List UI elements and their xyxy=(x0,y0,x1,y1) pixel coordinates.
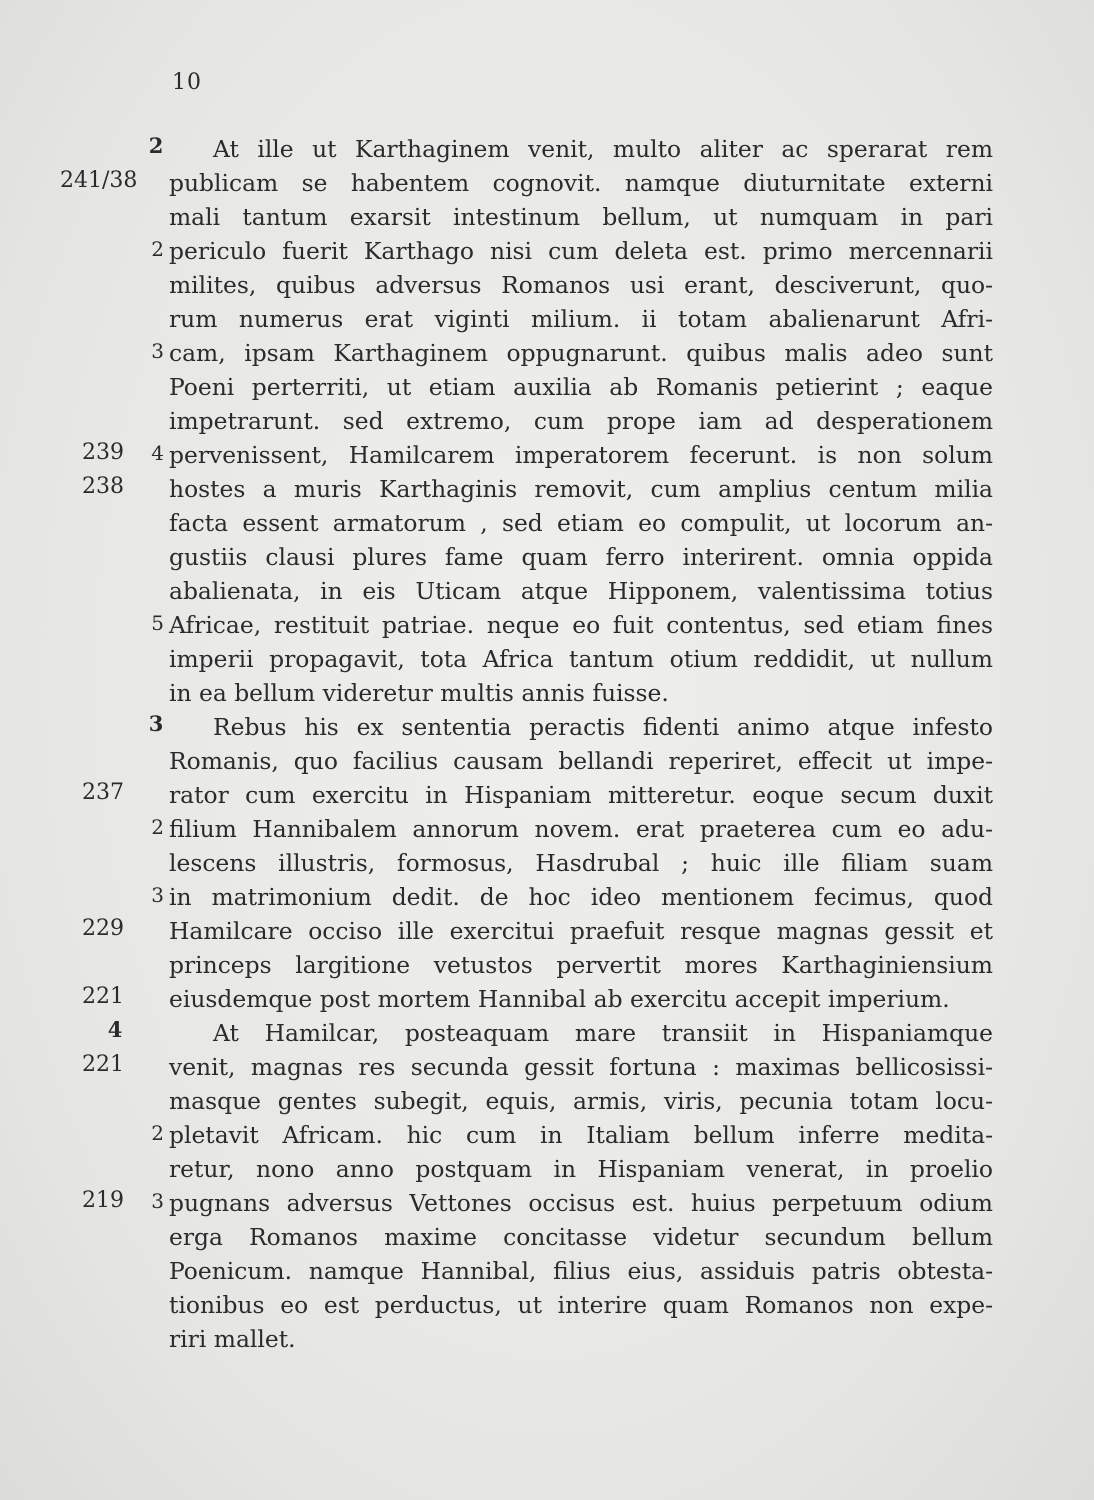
text-line xyxy=(0,1186,1094,1220)
line-text: gustiis clausi plures fame quam ferro interirent. omnia oppida xyxy=(169,543,993,571)
text-line xyxy=(0,1016,1094,1050)
text-line xyxy=(0,846,1094,880)
line-text: Poenicum. namque Hannibal, filius eius, assiduis patris obtesta- xyxy=(169,1257,993,1285)
line-text: retur, nono anno postquam in Hispaniam venerat, in proelio xyxy=(169,1155,993,1183)
line-text: riri mallet. xyxy=(169,1325,296,1353)
text-line xyxy=(0,744,1094,778)
line-text: impetrarunt. sed extremo, cum prope iam ad desperationem xyxy=(169,407,993,435)
text-line xyxy=(0,438,1094,472)
line-text: princeps largitione vetustos pervertit mores Karthaginiensium xyxy=(169,951,993,979)
section-number: 5 xyxy=(151,611,164,635)
section-number: 3 xyxy=(151,883,164,907)
text-line xyxy=(0,1322,1094,1356)
text-line xyxy=(0,982,1094,1016)
text-line xyxy=(0,1254,1094,1288)
text-line xyxy=(0,1118,1094,1152)
line-text: in ea bellum videretur multis annis fuisse. xyxy=(169,679,669,707)
line-text: rum numerus erat viginti milium. ii totam abalienarunt Afri- xyxy=(169,305,993,333)
text-line xyxy=(0,914,1094,948)
text-line xyxy=(0,1152,1094,1186)
text-line xyxy=(0,1084,1094,1118)
text-line xyxy=(0,1050,1094,1084)
text-line xyxy=(0,608,1094,642)
page-number: 10 xyxy=(172,70,202,95)
text-line xyxy=(0,404,1094,438)
line-text: pletavit Africam. hic cum in Italiam bellum inferre medita- xyxy=(169,1121,993,1149)
line-text: masque gentes subegit, equis, armis, viris, pecunia totam locu- xyxy=(169,1087,993,1115)
year-marginal-note: 221 xyxy=(82,1052,124,1077)
section-number: 2 xyxy=(151,237,164,261)
text-line xyxy=(0,302,1094,336)
line-text: tionibus eo est perductus, ut interire quam Romanos non expe- xyxy=(169,1291,993,1319)
line-text: cam, ipsam Karthaginem oppugnarunt. quibus malis adeo sunt xyxy=(169,339,993,367)
text-line xyxy=(0,472,1094,506)
line-text: eiusdemque post mortem Hannibal ab exercitu accepit imperium. xyxy=(169,985,950,1013)
line-text: erga Romanos maxime concitasse videtur secundum bellum xyxy=(169,1223,993,1251)
line-text: pervenissent, Hamilcarem imperatorem fecerunt. is non solum xyxy=(169,441,993,469)
line-text: venit, magnas res secunda gessit fortuna : maximas bellicosissi- xyxy=(169,1053,993,1081)
line-text: Hamilcare occiso ille exercitui praefuit resque magnas gessit et xyxy=(169,917,993,945)
section-number: 2 xyxy=(151,1121,164,1145)
year-marginal-note: 238 xyxy=(82,474,124,499)
text-line xyxy=(0,234,1094,268)
text-line xyxy=(0,506,1094,540)
text-line xyxy=(0,710,1094,744)
text-line xyxy=(0,268,1094,302)
chapter-number: 2 xyxy=(148,133,164,158)
text-line xyxy=(0,166,1094,200)
text-line xyxy=(0,540,1094,574)
line-text: periculo fuerit Karthago nisi cum deleta est. primo mercennarii xyxy=(169,237,993,265)
text-line xyxy=(0,676,1094,710)
line-text: imperii propagavit, tota Africa tantum otium reddidit, ut nullum xyxy=(169,645,993,673)
year-marginal-note: 229 xyxy=(82,916,124,941)
text-line xyxy=(0,948,1094,982)
text-line xyxy=(0,370,1094,404)
text-line xyxy=(0,778,1094,812)
section-number: 4 xyxy=(151,441,164,465)
line-text: Africae, restituit patriae. neque eo fuit contentus, sed etiam fines xyxy=(169,611,993,639)
year-marginal-note: 219 xyxy=(82,1188,124,1213)
year-marginal-note: 239 xyxy=(82,440,124,465)
section-number: 2 xyxy=(151,815,164,839)
line-text: hostes a muris Karthaginis removit, cum amplius centum milia xyxy=(169,475,993,503)
line-text: facta essent armatorum , sed etiam eo compulit, ut locorum an- xyxy=(169,509,993,537)
chapter-number: 4 xyxy=(107,1017,123,1042)
line-text: Rebus his ex sententia peractis fidenti animo atque infesto xyxy=(213,713,993,741)
text-line xyxy=(0,336,1094,370)
line-text: abalienata, in eis Uticam atque Hipponem, valentissima totius xyxy=(169,577,993,605)
text-line xyxy=(0,200,1094,234)
line-text: Poeni perterriti, ut etiam auxilia ab Romanis petierint ; eaque xyxy=(169,373,993,401)
text-line xyxy=(0,132,1094,166)
year-marginal-note: 237 xyxy=(82,780,124,805)
line-text: lescens illustris, formosus, Hasdrubal ; huic ille filiam suam xyxy=(169,849,993,877)
line-text: mali tantum exarsit intestinum bellum, ut numquam in pari xyxy=(169,203,993,231)
line-text: Romanis, quo facilius causam bellandi reperiret, effecit ut impe- xyxy=(169,747,993,775)
line-text: publicam se habentem cognovit. namque diuturnitate externi xyxy=(169,169,993,197)
line-text: rator cum exercitu in Hispaniam mitteretur. eoque secum duxit xyxy=(169,781,993,809)
section-number: 3 xyxy=(151,1189,164,1213)
section-number: 3 xyxy=(151,339,164,363)
year-marginal-note: 241/38 xyxy=(60,168,138,193)
chapter-number: 3 xyxy=(148,711,164,736)
text-line xyxy=(0,812,1094,846)
text-line xyxy=(0,880,1094,914)
line-text: in matrimonium dedit. de hoc ideo mentionem fecimus, quod xyxy=(169,883,993,911)
year-marginal-note: 221 xyxy=(82,984,124,1009)
text-line xyxy=(0,574,1094,608)
line-text: milites, quibus adversus Romanos usi erant, desciverunt, quo- xyxy=(169,271,993,299)
line-text: pugnans adversus Vettones occisus est. huius perpetuum odium xyxy=(169,1189,993,1217)
line-text: filium Hannibalem annorum novem. erat praeterea cum eo adu- xyxy=(169,815,993,843)
text-line xyxy=(0,642,1094,676)
line-text: At Hamilcar, posteaquam mare transiit in Hispaniamque xyxy=(213,1019,993,1047)
line-text: At ille ut Karthaginem venit, multo aliter ac sperarat rem xyxy=(213,135,993,163)
text-line xyxy=(0,1288,1094,1322)
text-line xyxy=(0,1220,1094,1254)
